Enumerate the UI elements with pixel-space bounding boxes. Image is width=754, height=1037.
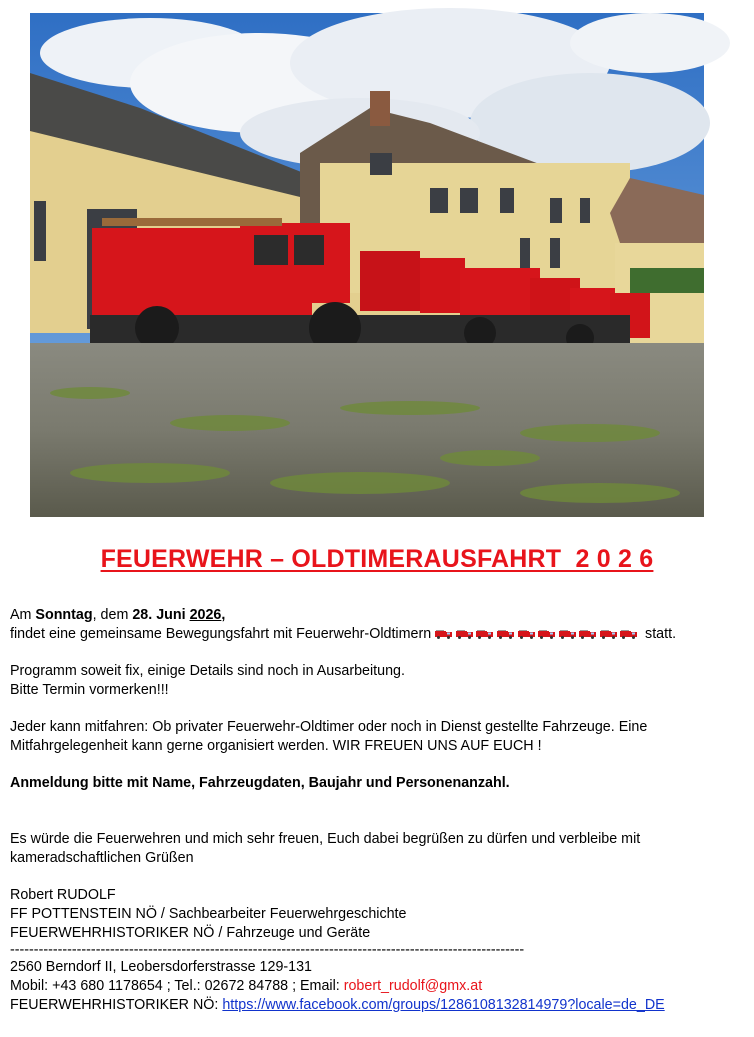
header-photo — [30, 13, 704, 517]
intro-line2 — [10, 625, 730, 644]
everyone-paragraph: Jeder kann mitfahren: Ob privater Feuerwehr-Oldtimer oder noch in Dienst gestellte Fahrzeuge. Eine Mitfahrgelegenheit kann gerne organisiert werden. WIR FREUEN UNS AUF EUCH ! — [10, 719, 648, 754]
intro-comma: , — [221, 607, 226, 623]
fire-truck-icon — [620, 629, 637, 639]
signature-name: Robert RUDOLF — [10, 887, 116, 903]
fire-truck-icon — [497, 629, 514, 639]
contact-facebook-line — [10, 996, 730, 1015]
intro-am: Am — [10, 607, 36, 623]
intro-line1 — [10, 606, 730, 625]
facebook-link[interactable]: https://www.facebook.com/groups/1286108132814979?locale=de_DE — [222, 997, 665, 1013]
facebook-label: FEUERWEHRHISTORIKER NÖ: — [10, 997, 223, 1013]
closing-paragraph: Es würde die Feuerwehren und mich sehr freuen, Euch dabei begrüßen zu dürfen und verbleibe mit kameradschaftlichen Grüßen — [10, 831, 641, 866]
program-line1: Programm soweit fix, einige Details sind noch in Ausarbeitung. — [10, 663, 405, 679]
fire-truck-icon — [476, 629, 493, 639]
contact-address: 2560 Berndorf II, Leobersdorferstrasse 129-131 — [10, 959, 313, 975]
letter-body — [10, 606, 730, 1015]
fire-truck-icon — [600, 629, 617, 639]
contact-phone-line — [10, 977, 730, 996]
registration-note: Anmeldung bitte mit Name, Fahrzeugdaten, Baujahr und Personenanzahl. — [10, 775, 510, 791]
signature-role2: FEUERWEHRHISTORIKER NÖ / Fahrzeuge und Geräte — [10, 925, 371, 941]
fire-truck-icon — [456, 629, 473, 639]
intro-line2-text: findet eine gemeinsame Bewegungsfahrt mit Feuerwehr-Oldtimern — [10, 626, 436, 642]
fire-truck-lineup-photo — [30, 13, 704, 517]
intro-date: 28. Juni — [132, 607, 190, 623]
intro-line2-post: statt. — [641, 626, 677, 642]
intro-sonntag: Sonntag — [35, 607, 93, 623]
page-title: FEUERWEHR – OLDTIMERAUSFAHRT 2 0 2 6 — [100, 545, 654, 573]
program-line2: Bitte Termin vormerken!!! — [10, 682, 169, 698]
fire-truck-icons — [435, 626, 641, 642]
fire-truck-icon — [579, 629, 596, 639]
fire-truck-icon — [559, 629, 576, 639]
signature-role1: FF POTTENSTEIN NÖ / Sachbearbeiter Feuerwehrgeschichte — [10, 906, 407, 922]
contact-phone: Mobil: +43 680 1178654 ; Tel.: 02672 84788 ; Email: — [10, 978, 344, 994]
intro-dem: , dem — [92, 607, 133, 623]
separator-line: ------------------------------------------------------------------------------------------------------------ — [10, 942, 525, 958]
fire-truck-icon — [538, 629, 555, 639]
intro-year: 2026 — [189, 607, 222, 623]
fire-truck-icon — [518, 629, 535, 639]
email-link[interactable]: robert_rudolf@gmx.at — [343, 978, 483, 994]
fire-truck-icon — [435, 629, 452, 639]
